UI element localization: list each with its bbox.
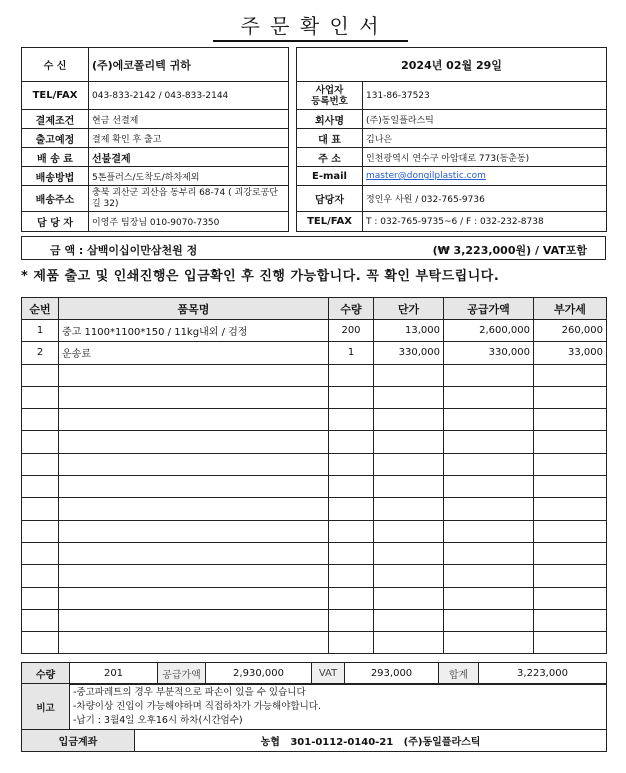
empty-cell	[59, 431, 329, 453]
empty-table-row	[22, 520, 607, 542]
remark-line: -차량이상 진입이 가능해야하며 직접하차가 가능해야합니다.	[73, 700, 321, 712]
empty-cell	[329, 565, 374, 587]
empty-cell	[444, 409, 534, 431]
row-vat: 260,000	[534, 320, 607, 342]
empty-cell	[374, 386, 444, 408]
ship-plan-label: 출고예정	[22, 129, 89, 148]
col-header-no: 순번	[22, 298, 59, 320]
supplier-telfax-label: TEL/FAX	[297, 212, 363, 232]
empty-cell	[59, 476, 329, 498]
ship-method-value: 5톤플러스/도착도/하차제외	[89, 167, 289, 186]
col-header-vat: 부가세	[534, 298, 607, 320]
empty-cell	[22, 498, 59, 520]
bizno-value: 131-86-37523	[363, 82, 607, 110]
empty-cell	[534, 386, 607, 408]
empty-table-row	[22, 565, 607, 587]
empty-table-row	[22, 498, 607, 520]
empty-cell	[22, 386, 59, 408]
empty-cell	[329, 453, 374, 475]
empty-cell	[444, 542, 534, 564]
empty-cell	[22, 364, 59, 386]
row-name: 중고 1100*1100*150 / 11kg내외 / 검정	[59, 320, 329, 342]
empty-cell	[534, 498, 607, 520]
contact-value: 이영주 팀장님 010-9070-7350	[89, 212, 289, 232]
summary-total-label: 합계	[439, 663, 479, 685]
supplier-info-table	[296, 47, 607, 232]
addr-value: 인천광역시 연수구 아암대로 773(동춘동)	[363, 148, 607, 167]
empty-cell	[59, 632, 329, 654]
empty-cell	[59, 587, 329, 609]
empty-cell	[444, 476, 534, 498]
empty-cell	[22, 609, 59, 631]
empty-cell	[59, 386, 329, 408]
row-qty: 1	[329, 342, 374, 364]
ship-method-label: 배송방법	[22, 167, 89, 186]
empty-cell	[444, 520, 534, 542]
row-no: 1	[22, 320, 59, 342]
empty-cell	[444, 453, 534, 475]
empty-cell	[22, 565, 59, 587]
col-header-supply: 공급가액	[444, 298, 534, 320]
ship-plan-value: 결제 확인 후 출고	[89, 129, 289, 148]
addr-label: 주 소	[297, 148, 363, 167]
empty-table-row	[22, 542, 607, 564]
empty-cell	[329, 431, 374, 453]
empty-cell	[444, 386, 534, 408]
summary-vat-label: VAT	[312, 663, 345, 685]
empty-cell	[329, 609, 374, 631]
empty-cell	[374, 520, 444, 542]
empty-cell	[374, 609, 444, 631]
order-date: 2024년 02월 29일	[297, 48, 607, 82]
address-label: 배송주소	[22, 186, 89, 212]
empty-cell	[374, 632, 444, 654]
amount-box	[21, 236, 606, 260]
summary-qty-value: 201	[70, 663, 158, 685]
telfax-label: TEL/FAX	[22, 82, 89, 110]
deposit-label: 입금계좌	[22, 730, 135, 752]
remark-line: -납기 : 3월4일 오후16시 하차(시간엄수)	[73, 714, 243, 726]
empty-cell	[59, 542, 329, 564]
empty-cell	[22, 587, 59, 609]
empty-cell	[534, 565, 607, 587]
empty-table-row	[22, 453, 607, 475]
empty-cell	[329, 386, 374, 408]
empty-cell	[444, 587, 534, 609]
empty-table-row	[22, 386, 607, 408]
row-supply: 2,600,000	[444, 320, 534, 342]
row-supply: 330,000	[444, 342, 534, 364]
empty-table-row	[22, 476, 607, 498]
empty-table-row	[22, 364, 607, 386]
empty-cell	[22, 453, 59, 475]
empty-cell	[59, 520, 329, 542]
empty-cell	[59, 565, 329, 587]
recipient-info-table	[21, 47, 289, 232]
row-price: 13,000	[374, 320, 444, 342]
empty-cell	[329, 632, 374, 654]
empty-cell	[534, 632, 607, 654]
manager-label: 담당자	[297, 186, 363, 212]
empty-cell	[59, 609, 329, 631]
row-vat: 33,000	[534, 342, 607, 364]
email-label: E-mail	[297, 167, 363, 186]
empty-cell	[444, 565, 534, 587]
empty-cell	[444, 364, 534, 386]
items-table	[21, 297, 607, 654]
ceo-label: 대 표	[297, 129, 363, 148]
company-value: (주)동일플라스틱	[363, 110, 607, 129]
empty-rows	[22, 364, 607, 654]
page-title: 주 문 확 인 서	[213, 14, 408, 42]
empty-cell	[374, 565, 444, 587]
row-no: 2	[22, 342, 59, 364]
empty-table-row	[22, 609, 607, 631]
empty-cell	[329, 409, 374, 431]
summary-table	[21, 662, 607, 685]
empty-cell	[59, 498, 329, 520]
col-header-price: 단가	[374, 298, 444, 320]
empty-cell	[534, 542, 607, 564]
ceo-value: 김나은	[363, 129, 607, 148]
manager-value: 정인우 사원 / 032-765-9736	[363, 186, 607, 212]
recipient-value: (주)에코폴리텍 귀하	[89, 48, 289, 82]
col-header-name: 품목명	[59, 298, 329, 320]
empty-cell	[22, 431, 59, 453]
col-header-qty: 수량	[329, 298, 374, 320]
empty-cell	[22, 542, 59, 564]
empty-table-row	[22, 632, 607, 654]
empty-cell	[534, 364, 607, 386]
row-name: 운송료	[59, 342, 329, 364]
empty-cell	[374, 542, 444, 564]
empty-cell	[374, 587, 444, 609]
payment-label: 결제조건	[22, 110, 89, 129]
empty-cell	[22, 520, 59, 542]
empty-cell	[534, 609, 607, 631]
payment-notice: * 제품 출고 및 인쇄진행은 입금확인 후 진행 가능합니다. 꼭 확인 부탁드립니다.	[21, 269, 500, 284]
empty-table-row	[22, 409, 607, 431]
amount-numeric: (₩ 3,223,000원) / VAT포함	[432, 244, 587, 257]
empty-cell	[444, 632, 534, 654]
bizno-label: 사업자 등록번호	[297, 82, 363, 110]
empty-cell	[374, 431, 444, 453]
summary-supply-value: 2,930,000	[206, 663, 312, 685]
empty-cell	[374, 498, 444, 520]
empty-cell	[534, 453, 607, 475]
empty-cell	[534, 587, 607, 609]
empty-cell	[534, 431, 607, 453]
empty-cell	[22, 632, 59, 654]
empty-cell	[374, 476, 444, 498]
remark-table	[21, 683, 607, 730]
ship-fee-value: 선불결제	[89, 148, 289, 167]
empty-cell	[59, 409, 329, 431]
company-label: 회사명	[297, 110, 363, 129]
row-qty: 200	[329, 320, 374, 342]
empty-table-row	[22, 587, 607, 609]
empty-cell	[374, 409, 444, 431]
empty-cell	[329, 364, 374, 386]
ship-fee-label: 배 송 료	[22, 148, 89, 167]
table-row	[22, 320, 607, 342]
empty-cell	[329, 587, 374, 609]
table-row	[22, 342, 607, 364]
empty-cell	[534, 476, 607, 498]
deposit-value: 농협 301-0112-0140-21 (주)동일플라스틱	[135, 730, 607, 752]
empty-cell	[534, 520, 607, 542]
empty-cell	[444, 609, 534, 631]
empty-cell	[59, 453, 329, 475]
telfax-value: 043-833-2142 / 043-833-2144	[89, 82, 289, 110]
amount-korean: 금 액 : 삼백이십이만삼천원 정	[50, 244, 198, 257]
payment-value: 현금 선결제	[89, 110, 289, 129]
contact-label: 담 당 자	[22, 212, 89, 232]
empty-cell	[329, 498, 374, 520]
empty-cell	[329, 542, 374, 564]
deposit-table	[21, 729, 607, 752]
remark-label: 비고	[22, 684, 70, 730]
empty-cell	[329, 520, 374, 542]
email-link[interactable]: master@dongilplastic.com	[366, 171, 486, 181]
supplier-telfax-value: T : 032-765-9735~6 / F : 032-232-8738	[363, 212, 607, 232]
empty-table-row	[22, 431, 607, 453]
empty-cell	[534, 409, 607, 431]
remark-line: -중고파레트의 경우 부분적으로 파손이 있을 수 있습니다	[73, 686, 306, 698]
address-value: 충북 괴산군 괴산읍 동부리 68-74 ( 괴강로공단길 32)	[89, 186, 289, 212]
summary-vat-value: 293,000	[345, 663, 439, 685]
summary-qty-label: 수량	[22, 663, 70, 685]
empty-cell	[444, 431, 534, 453]
empty-cell	[329, 476, 374, 498]
row-price: 330,000	[374, 342, 444, 364]
recipient-label: 수 신	[22, 48, 89, 82]
empty-cell	[374, 364, 444, 386]
empty-cell	[59, 364, 329, 386]
empty-cell	[444, 498, 534, 520]
empty-cell	[22, 409, 59, 431]
summary-supply-label: 공급가액	[158, 663, 206, 685]
empty-cell	[22, 476, 59, 498]
summary-total-value: 3,223,000	[479, 663, 607, 685]
empty-cell	[374, 453, 444, 475]
